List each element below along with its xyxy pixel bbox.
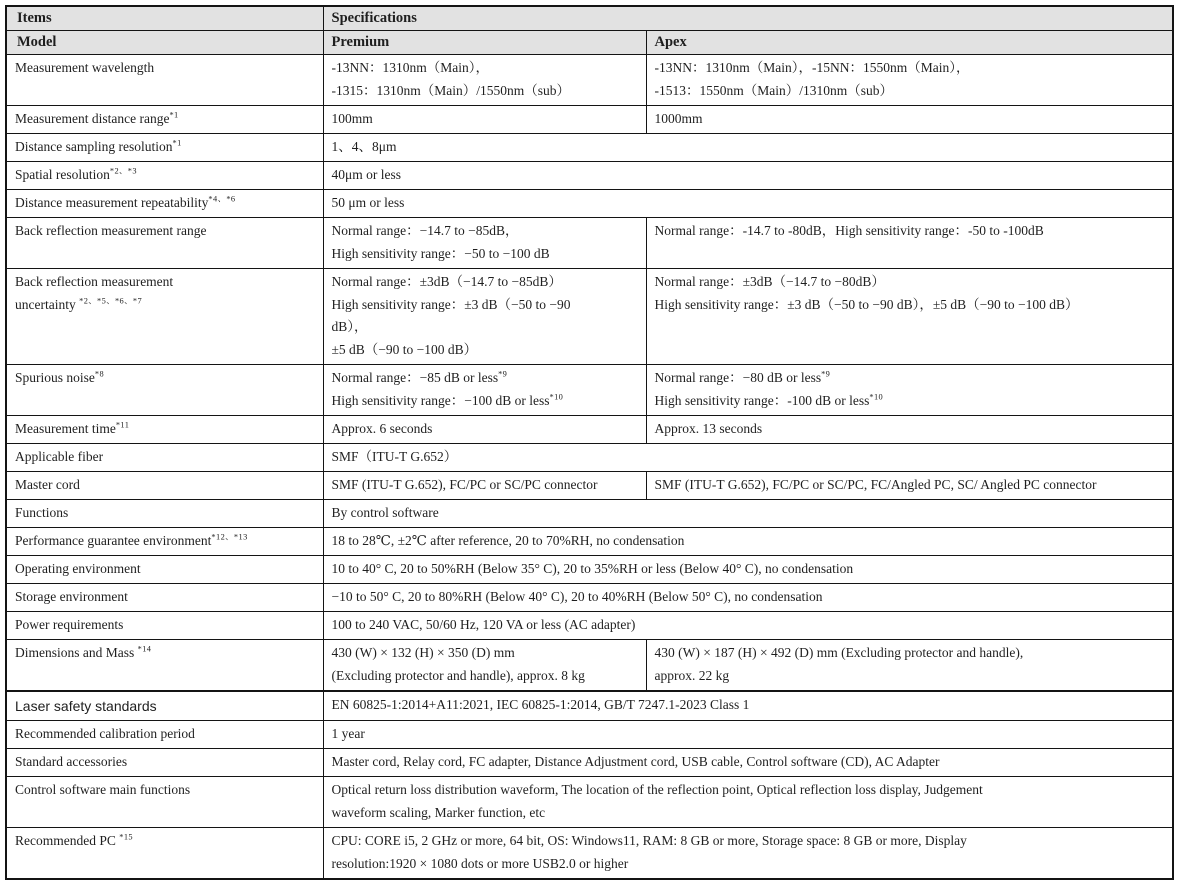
spec-value-cell: Optical return loss distribution waveform, The location of the reflection point, Optical reflection loss display, Judgement waveform scaling, Marker function, etc (323, 777, 1173, 828)
table-row-operating-environment (6, 556, 1173, 584)
table-row-back-reflection-measurement-range (6, 218, 1173, 269)
item-label-cell: Back reflection measurement uncertainty $^{*2、*5、*6、*7}$ (6, 269, 323, 365)
item-label-cell: Operating environment (6, 556, 323, 584)
apex-value-cell: 1000mm (646, 106, 1173, 134)
item-label-cell: Standard accessories (6, 749, 323, 777)
spec-value-cell: 50 μm or less (323, 190, 1173, 218)
item-label-cell: Measurement time$^{*11}$ (6, 416, 323, 444)
spec-value-cell: By control software (323, 500, 1173, 528)
item-label-cell: Dimensions and Mass $^{*14}$ (6, 640, 323, 692)
model-header: Model (6, 31, 323, 55)
table-row-functions (6, 500, 1173, 528)
premium-value-cell: -13NN：1310nm（Main）， -1315：1310nm（Main）/1550nm（sub） (323, 55, 646, 106)
table-row-performance-guarantee-environment (6, 528, 1173, 556)
table-row-distance-measurement-repeatability (6, 190, 1173, 218)
table-row-storage-environment (6, 584, 1173, 612)
apex-value-cell: Normal range：−80 dB or less$^{*9}$ High sensitivity range：-100 dB or less$^{*10}$ (646, 365, 1173, 416)
spec-value-cell: 1、4、8μm (323, 134, 1173, 162)
item-label-cell: Control software main functions (6, 777, 323, 828)
specifications-column-header: Specifications (323, 6, 1173, 31)
spec-value-cell: −10 to 50° C, 20 to 80%RH (Below 40° C), 20 to 40%RH (Below 50° C), no condensation (323, 584, 1173, 612)
spec-value-cell: 18 to 28℃, ±2℃ after reference, 20 to 70%RH, no condensation (323, 528, 1173, 556)
spec-value-cell: 40μm or less (323, 162, 1173, 190)
spec-value-cell: CPU: CORE i5, 2 GHz or more, 64 bit, OS: Windows11, RAM: 8 GB or more, Storage space: 8 GB or more, Display resolution:1920 × 1080 dots or more USB2.0 or higher (323, 828, 1173, 880)
premium-value-cell: Normal range：−85 dB or less$^{*9}$ High sensitivity range：−100 dB or less$^{*10}$ (323, 365, 646, 416)
premium-value-cell: Normal range：−14.7 to −85dB， High sensitivity range：−50 to −100 dB (323, 218, 646, 269)
items-column-header: Items (6, 6, 323, 31)
item-label-cell: Power requirements (6, 612, 323, 640)
item-label-cell: Distance measurement repeatability$^{*4、*6}$ (6, 190, 323, 218)
table-row-spurious-noise (6, 365, 1173, 416)
table-row-power-requirements (6, 612, 1173, 640)
spec-table-body (6, 55, 1173, 880)
item-label-cell: Storage environment (6, 584, 323, 612)
item-label-cell: Recommended PC $^{*15}$ (6, 828, 323, 880)
item-label-cell: Functions (6, 500, 323, 528)
table-row-measurement-time (6, 416, 1173, 444)
premium-value-cell: 430 (W) × 132 (H) × 350 (D) mm (Excluding protector and handle), approx. 8 kg (323, 640, 646, 692)
spec-value-cell: SMF（ITU-T G.652） (323, 444, 1173, 472)
header-row-columns (6, 6, 1173, 31)
item-label-cell: Back reflection measurement range (6, 218, 323, 269)
premium-value-cell: Normal range：±3dB（−14.7 to −85dB） High sensitivity range：±3 dB（−50 to −90 dB）， ±5 dB（−90 to −100 dB） (323, 269, 646, 365)
spec-table (5, 5, 1174, 880)
table-row-dimensions-and-mass (6, 640, 1173, 692)
item-label-cell: Measurement wavelength (6, 55, 323, 106)
premium-model-header: Premium (323, 31, 646, 55)
table-row-spatial-resolution (6, 162, 1173, 190)
item-label-cell: Spurious noise$^{*8}$ (6, 365, 323, 416)
item-label-cell: Master cord (6, 472, 323, 500)
table-row-master-cord (6, 472, 1173, 500)
item-label-cell: Distance sampling resolution$^{*1}$ (6, 134, 323, 162)
table-row-distance-sampling-resolution (6, 134, 1173, 162)
item-label-cell: Performance guarantee environment$^{*12、*13}$ (6, 528, 323, 556)
table-row-laser-safety-standards (6, 691, 1173, 721)
item-label-cell: Applicable fiber (6, 444, 323, 472)
table-row-recommended-pc (6, 828, 1173, 880)
table-row-control-software-main-functions (6, 777, 1173, 828)
table-row-measurement-wavelength (6, 55, 1173, 106)
table-row-applicable-fiber (6, 444, 1173, 472)
table-row-measurement-distance-range (6, 106, 1173, 134)
apex-value-cell: -13NN：1310nm（Main），-15NN：1550nm（Main）， -1513：1550nm（Main）/1310nm（sub） (646, 55, 1173, 106)
spec-value-cell: 10 to 40° C, 20 to 50%RH (Below 35° C), 20 to 35%RH or less (Below 40° C), no condensation (323, 556, 1173, 584)
spec-value-cell: EN 60825-1:2014+A11:2021, IEC 60825-1:2014, GB/T 7247.1-2023 Class 1 (323, 691, 1173, 721)
item-label-cell: Laser safety standards (6, 691, 323, 721)
premium-value-cell: SMF (ITU-T G.652), FC/PC or SC/PC connector (323, 472, 646, 500)
spec-value-cell: 100 to 240 VAC, 50/60 Hz, 120 VA or less (AC adapter) (323, 612, 1173, 640)
apex-value-cell: Normal range：-14.7 to -80dB，High sensitivity range：-50 to -100dB (646, 218, 1173, 269)
spec-value-cell: 1 year (323, 721, 1173, 749)
apex-value-cell: SMF (ITU-T G.652), FC/PC or SC/PC, FC/Angled PC, SC/ Angled PC connector (646, 472, 1173, 500)
premium-value-cell: 100mm (323, 106, 646, 134)
header-row-models (6, 31, 1173, 55)
apex-value-cell: 430 (W) × 187 (H) × 492 (D) mm (Excluding protector and handle), approx. 22 kg (646, 640, 1173, 692)
item-label-cell: Recommended calibration period (6, 721, 323, 749)
table-row-back-reflection-measurement-uncertainty (6, 269, 1173, 365)
table-row-recommended-calibration-period (6, 721, 1173, 749)
apex-value-cell: Normal range：±3dB（−14.7 to −80dB） High sensitivity range：±3 dB（−50 to −90 dB），±5 dB（−90 to −100 dB） (646, 269, 1173, 365)
table-row-standard-accessories (6, 749, 1173, 777)
apex-value-cell: Approx. 13 seconds (646, 416, 1173, 444)
spec-value-cell: Master cord, Relay cord, FC adapter, Distance Adjustment cord, USB cable, Control software (CD), AC Adapter (323, 749, 1173, 777)
premium-value-cell: Approx. 6 seconds (323, 416, 646, 444)
apex-model-header: Apex (646, 31, 1173, 55)
item-label-cell: Measurement distance range$^{*1}$ (6, 106, 323, 134)
item-label-cell: Spatial resolution$^{*2、*3}$ (6, 162, 323, 190)
